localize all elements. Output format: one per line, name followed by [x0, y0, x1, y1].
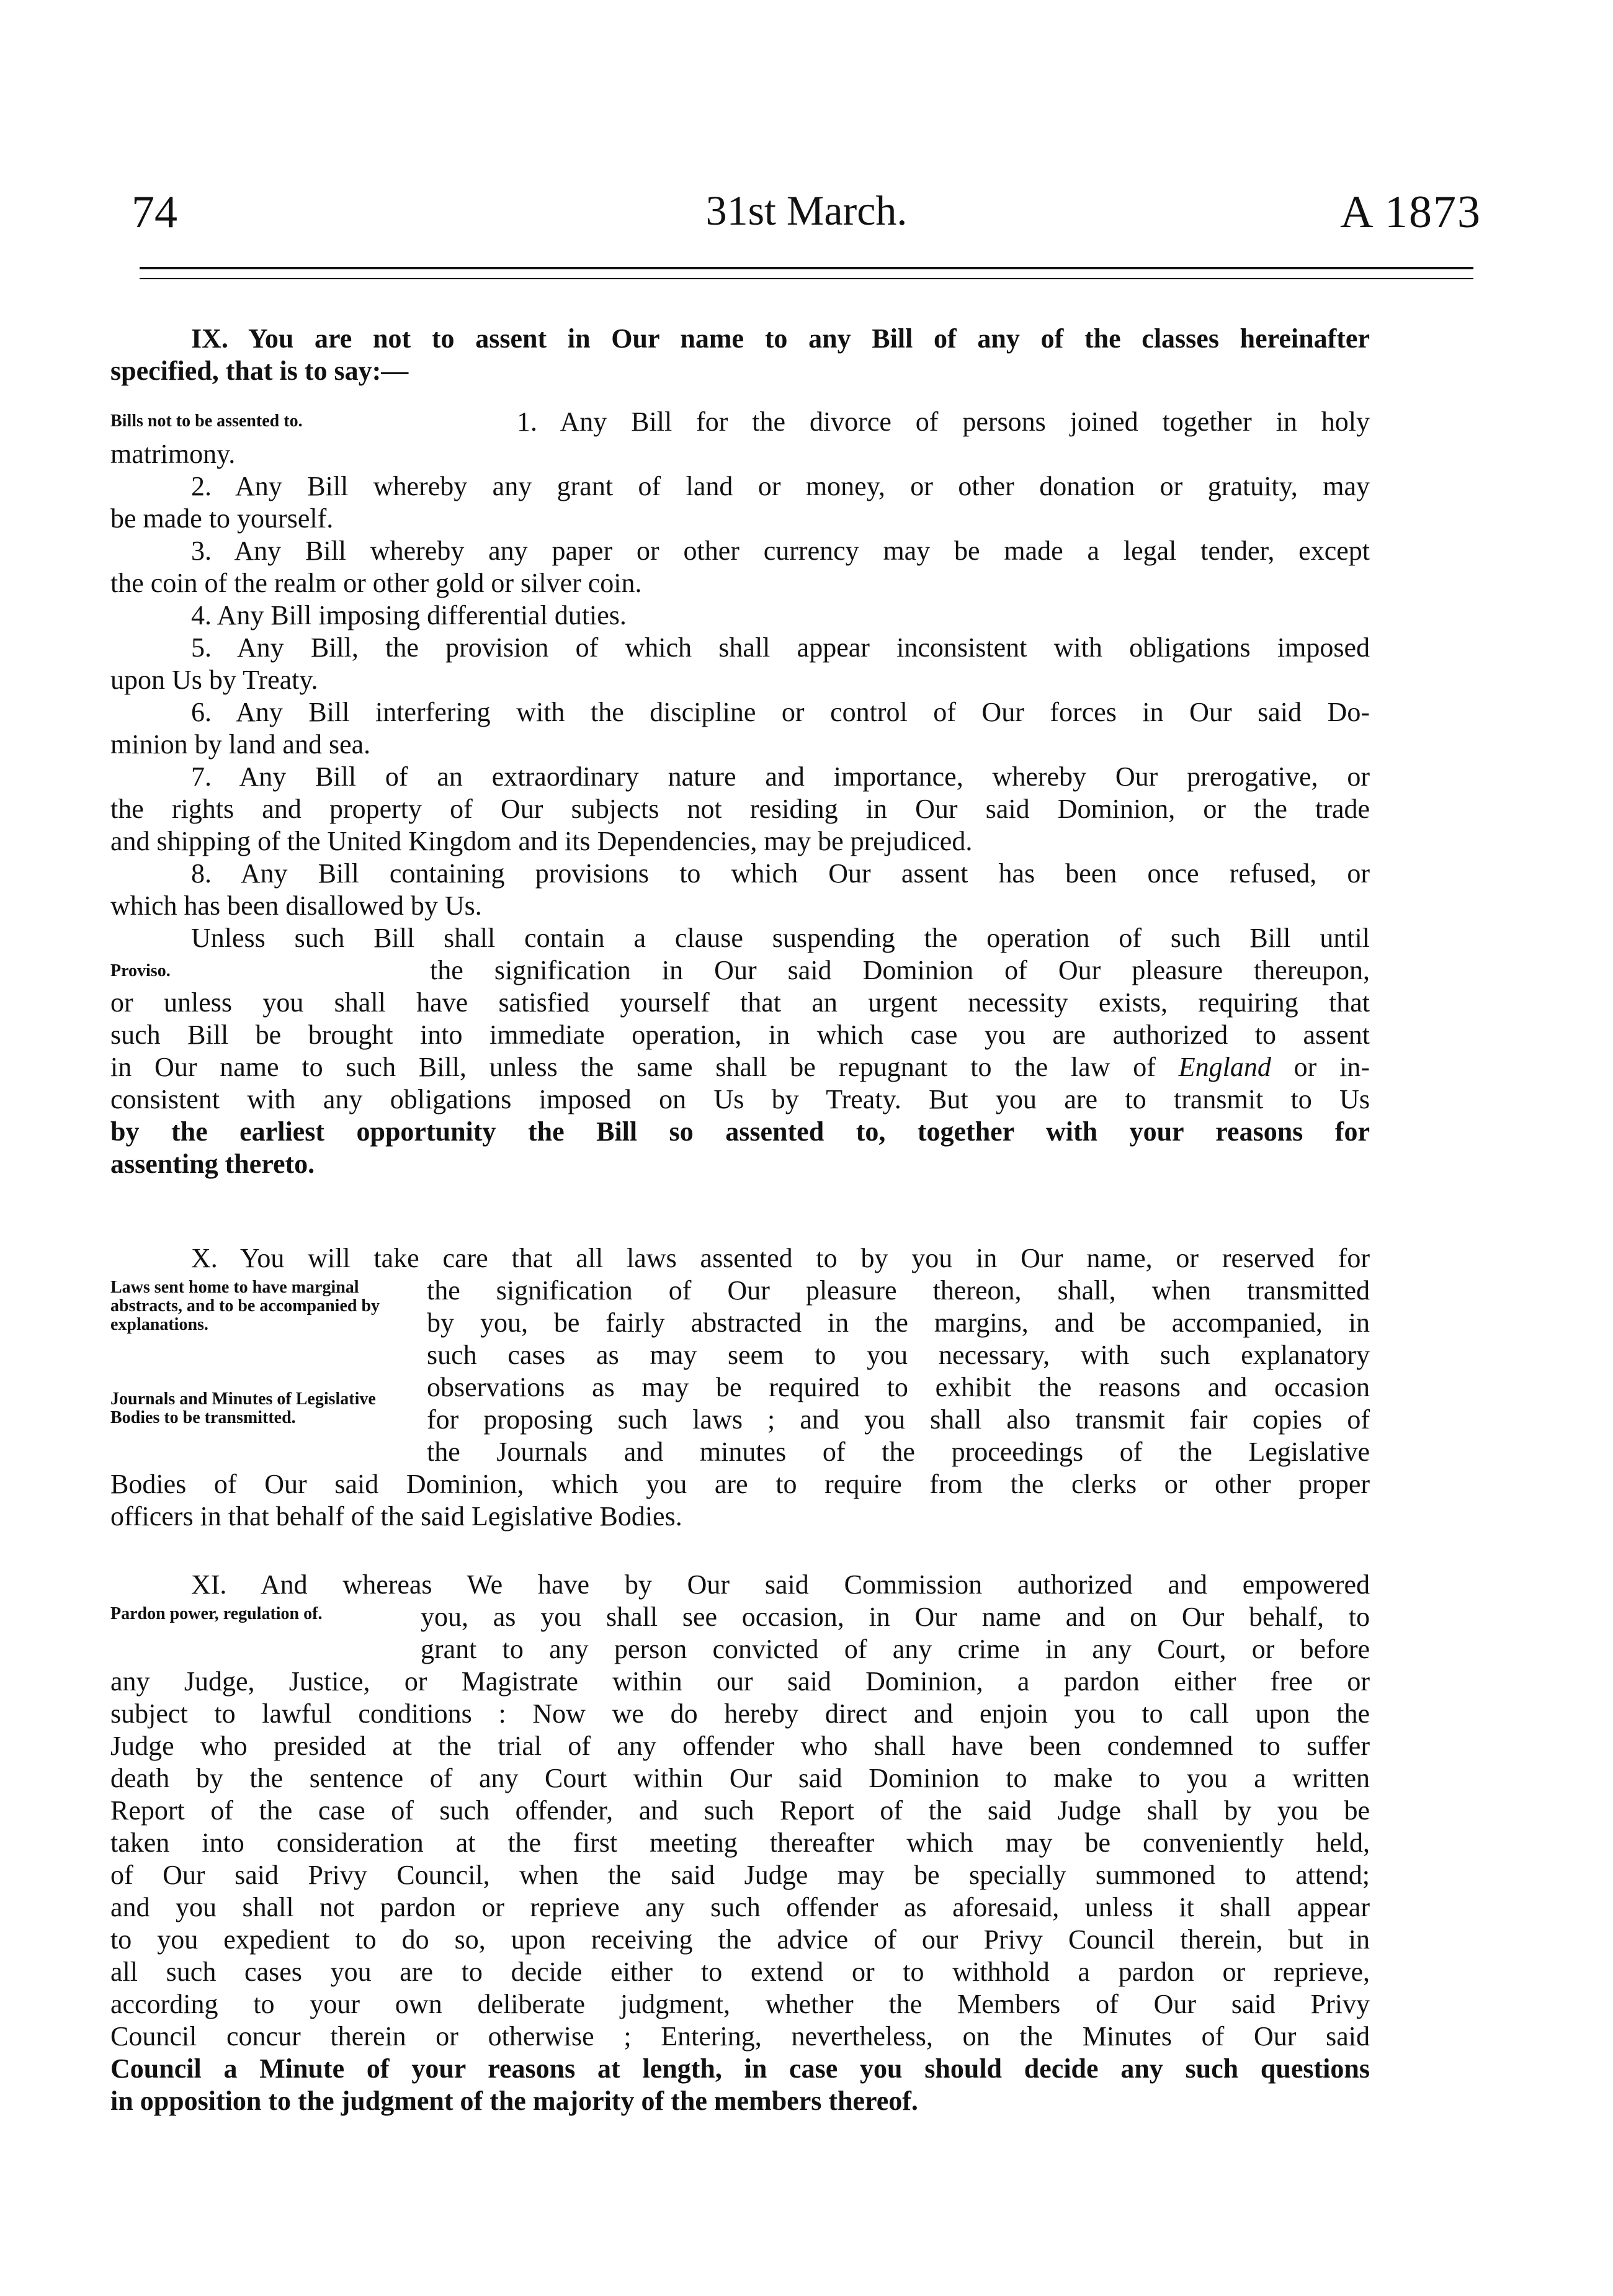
header-rule-thick	[140, 267, 1473, 269]
section-xi-line-7: death by the sentence of any Court within Our said Dominion to make to you a written	[110, 1763, 1370, 1793]
item-6-cont: minion by land and sea.	[110, 729, 371, 760]
item-5: 5. Any Bill, the provision of which shall appear inconsistent with obligations imposed	[191, 632, 1370, 663]
margin-note-laws-sent-home: Laws sent home to have marginal abstracts, and to be accompanied by explanations.	[110, 1278, 380, 1334]
margin-note-pardon: Pardon power, regulation of.	[110, 1604, 323, 1623]
section-xi-line-10: of Our said Privy Council, when the said Judge may be specially summoned to attend;	[110, 1860, 1370, 1890]
proviso-line-6: consistent with any obligations imposed on Us by Treaty. But you are to transmit to Us	[110, 1084, 1370, 1114]
proviso-text-5c: or in-	[1294, 1052, 1370, 1082]
section-xi-line-5: subject to lawful conditions : Now we do hereby direct and enjoin you to call upon the	[110, 1698, 1370, 1729]
page-header	[132, 186, 1481, 254]
section-x-line-9: officers in that behalf of the said Legislative Bodies.	[110, 1501, 682, 1531]
proviso-text-5a: in Our name to such Bill, unless the same shall be repugnant to the law of	[110, 1052, 1156, 1082]
section-xi-line-14: according to your own deliberate judgment, whether the Members of Our said Privy	[110, 1989, 1370, 2019]
margin-note-bills-not-assented: Bills not to be assented to.	[110, 411, 303, 431]
proviso-line-4: such Bill be brought into immediate operation, in which case you are authorized to assent	[110, 1020, 1370, 1050]
item-7-cont-2: and shipping of the United Kingdom and its Dependencies, may be prejudiced.	[110, 826, 973, 856]
item-4: 4. Any Bill imposing differential duties.	[191, 600, 627, 630]
section-xi-lead: XI. And whereas We have by Our said Commission authorized and empowered	[191, 1569, 1370, 1600]
proviso-line-1: Unless such Bill shall contain a clause suspending the operation of such Bill until	[191, 923, 1370, 953]
item-6: 6. Any Bill interfering with the discipline or control of Our forces in Our said Do-	[191, 697, 1370, 727]
page-number: 74	[132, 187, 177, 238]
section-x-line-2: the signification of Our pleasure thereon, shall, when transmitted	[427, 1275, 1370, 1306]
section-x-lead: X. You will take care that all laws assented to by you in Our name, or reserved for	[191, 1243, 1370, 1273]
page-year: A 1873	[1340, 187, 1481, 238]
proviso-england: England	[1178, 1052, 1271, 1082]
margin-note-proviso: Proviso.	[110, 961, 171, 980]
proviso-line-2: the signification in Our said Dominion of Our pleasure thereupon,	[430, 955, 1370, 985]
section-xi-line-6: Judge who presided at the trial of any offender who shall have been condemned to suffer	[110, 1731, 1370, 1761]
section-xi-line-15: Council concur therein or otherwise ; Entering, nevertheless, on the Minutes of Our said	[110, 2021, 1370, 2052]
section-xi-line-8: Report of the case of such offender, and such Report of the said Judge shall by you be	[110, 1795, 1370, 1826]
section-x-line-4: such cases as may seem to you necessary, with such explanatory	[427, 1340, 1370, 1370]
section-xi-line-11: and you shall not pardon or reprieve any such offender as aforesaid, unless it shall appear	[110, 1892, 1370, 1922]
section-x-line-5: observations as may be required to exhibit the reasons and occasion	[427, 1372, 1370, 1402]
section-xi-line-9: taken into consideration at the first meeting thereafter which may be conveniently held,	[110, 1827, 1370, 1858]
section-xi-line-13: all such cases you are to decide either to extend or to withhold a pardon or reprieve,	[110, 1957, 1370, 1987]
item-1-cont: matrimony.	[110, 439, 236, 469]
section-xi-line-16: Council a Minute of your reasons at length, in case you should decide any such questions	[110, 2053, 1370, 2084]
section-ix-lead: IX. You are not to assent in Our name to any Bill of any of the classes hereinafter	[191, 323, 1370, 354]
item-3: 3. Any Bill whereby any paper or other currency may be made a legal tender, except	[191, 536, 1370, 566]
item-2-cont: be made to yourself.	[110, 503, 334, 534]
item-8: 8. Any Bill containing provisions to which Our assent has been once refused, or	[191, 858, 1370, 889]
section-x-line-7: the Journals and minutes of the proceedings of the Legislative	[427, 1437, 1370, 1467]
header-rule-thin	[140, 278, 1473, 279]
margin-note-journals: Journals and Minutes of Legislative Bodies to be transmitted.	[110, 1389, 376, 1427]
item-5-cont: upon Us by Treaty.	[110, 665, 318, 695]
item-3-cont: the coin of the realm or other gold or silver coin.	[110, 568, 642, 598]
item-7-cont: the rights and property of Our subjects not residing in Our said Dominion, or the trade	[110, 794, 1370, 824]
section-x-line-6: for proposing such laws ; and you shall also transmit fair copies of	[427, 1404, 1370, 1435]
proviso-line-3: or unless you shall have satisfied yourself that an urgent necessity exists, requiring that	[110, 987, 1370, 1018]
section-xi-line-4: any Judge, Justice, or Magistrate within our said Dominion, a pardon either free or	[110, 1666, 1370, 1697]
item-8-cont: which has been disallowed by Us.	[110, 890, 482, 921]
section-xi-line-2: you, as you shall see occasion, in Our name and on Our behalf, to	[421, 1602, 1370, 1632]
section-xi-line-3: grant to any person convicted of any crime in any Court, or before	[421, 1634, 1370, 1664]
item-1: 1. Any Bill for the divorce of persons joined together in holy	[517, 406, 1370, 437]
page-date: 31st March.	[705, 187, 908, 234]
proviso-line-7: by the earliest opportunity the Bill so assented to, together with your reasons for	[110, 1116, 1370, 1147]
item-7: 7. Any Bill of an extraordinary nature and importance, whereby Our prerogative, or	[191, 761, 1370, 792]
section-xi-line-12: to you expedient to do so, upon receiving the advice of our Privy Council therein, but in	[110, 1924, 1370, 1955]
section-x-line-8: Bodies of Our said Dominion, which you are to require from the clerks or other proper	[110, 1469, 1370, 1499]
section-x-line-3: by you, be fairly abstracted in the margins, and be accompanied, in	[427, 1307, 1370, 1338]
proviso-line-8: assenting thereto.	[110, 1149, 315, 1179]
item-2: 2. Any Bill whereby any grant of land or money, or other donation or gratuity, may	[191, 471, 1370, 501]
section-xi-line-17: in opposition to the judgment of the majority of the members thereof.	[110, 2086, 918, 2116]
section-ix-lead-2: specified, that is to say:—	[110, 356, 409, 386]
proviso-line-5	[110, 1051, 1370, 1083]
